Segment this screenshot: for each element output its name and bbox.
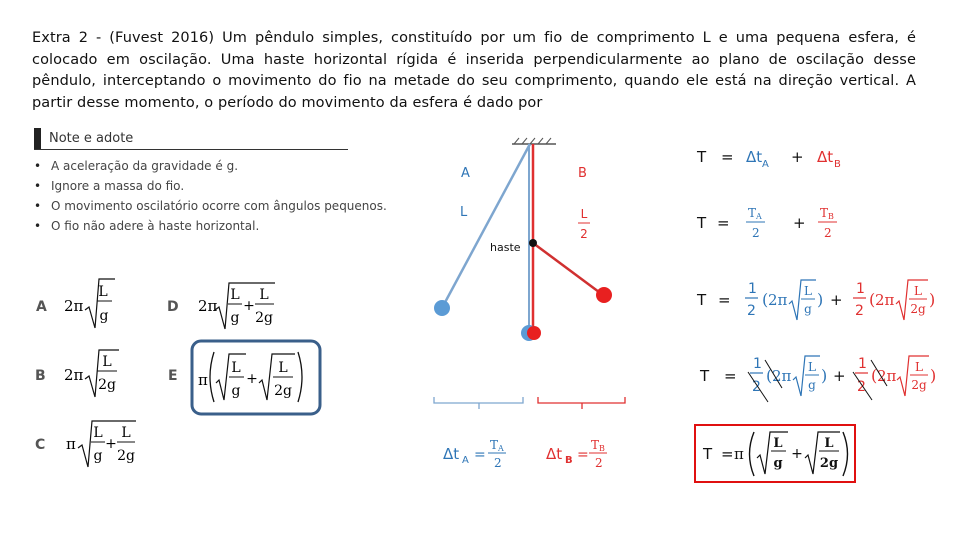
sol4-coef-a: 2π <box>772 367 792 385</box>
option-e-den2: 2g <box>274 383 292 399</box>
option-e-letter: E <box>168 368 178 384</box>
delta-t-a-eq: = <box>474 447 486 463</box>
option-d-plus: + <box>243 298 255 314</box>
sol4-half-num-b: 1 <box>858 356 867 372</box>
delta-t-a-den: 2 <box>494 456 502 470</box>
option-b-letter: B <box>35 368 46 384</box>
option-d-num1: L <box>230 287 240 303</box>
sol3-close-b: ) <box>929 290 936 309</box>
delta-t-a-sub: A <box>462 455 469 466</box>
option-b-num: L <box>102 354 112 370</box>
option-c-num1: L <box>93 425 103 441</box>
sol1-t: T <box>697 148 707 166</box>
sol3-den-a: g <box>804 302 812 316</box>
option-d-coef: 2π <box>198 297 218 315</box>
sol4-open-b: ( <box>871 366 878 385</box>
option-d-num2: L <box>259 287 269 303</box>
sol3-num-b: L <box>914 284 922 298</box>
sol3-t: T <box>697 291 707 309</box>
sol1-dta: Δt <box>746 148 763 166</box>
sol4-open-a: ( <box>766 366 773 385</box>
option-a-letter: A <box>36 299 47 315</box>
note-title: Note e adote <box>49 131 134 146</box>
option-a-den: g <box>99 308 109 324</box>
sol2-t: T <box>697 214 707 232</box>
sol3-num-a: L <box>804 284 812 298</box>
option-c-num2: L <box>121 425 131 441</box>
final-coef: π <box>734 445 744 463</box>
solution-line-3 <box>696 280 935 320</box>
option-a-coef: 2π <box>64 297 84 315</box>
option-e-num2: L <box>278 360 288 376</box>
option-c-den1: g <box>93 448 103 464</box>
final-paren-right <box>843 432 848 476</box>
sol4-t: T <box>700 367 710 385</box>
sol4-plus: + <box>833 367 846 385</box>
note-item: • Ignore a massa do fio. <box>34 177 387 197</box>
sol2-ta: T <box>748 206 757 220</box>
final-answer-box <box>695 425 855 482</box>
sol2-eq: = <box>717 214 730 232</box>
sol4-coef-b: 2π <box>877 367 897 385</box>
sol3-coef-b: 2π <box>875 291 895 309</box>
sol4-eq: = <box>724 367 737 385</box>
cancel-mark-1 <box>748 372 768 402</box>
label-a: A <box>461 166 470 181</box>
delta-t-a-num: T <box>490 438 499 452</box>
sol1-plus: + <box>791 148 804 166</box>
sol4-den-a: g <box>808 378 816 392</box>
sol2-tb: T <box>820 206 829 220</box>
sol4-half-den-b: 2 <box>857 379 866 395</box>
sol1-dta-sub: A <box>762 159 769 170</box>
rod-label: haste <box>490 241 521 254</box>
delta-t-b-num-sub: B <box>599 444 605 453</box>
final-num1: L <box>773 436 783 451</box>
final-eq: = <box>721 445 734 463</box>
delta-t-a-lhs: Δt <box>443 445 460 463</box>
sol4-num-a: L <box>808 360 816 374</box>
sol4-num-b: L <box>915 360 923 374</box>
sol4-close-b: ) <box>930 366 937 385</box>
final-t: T <box>703 445 713 463</box>
sol3-den-b: 2g <box>910 302 926 316</box>
final-plus: + <box>791 446 803 462</box>
option-d-den2: 2g <box>255 310 273 326</box>
delta-t-b-num: T <box>591 438 600 452</box>
option-e-plus: + <box>246 371 258 387</box>
label-b: B <box>578 166 587 181</box>
option-e-num1: L <box>231 360 241 376</box>
delta-t-b-lhs: Δt <box>546 445 563 463</box>
delta-t-b-den: 2 <box>595 456 603 470</box>
option-e-coef: π <box>198 371 208 389</box>
option-b-den: 2g <box>98 377 116 393</box>
sol1-dtb: Δt <box>817 148 834 166</box>
final-den2: 2g <box>819 456 839 471</box>
option-c-coef: π <box>66 435 76 453</box>
note-item: • O fio não adere à haste horizontal. <box>34 217 387 237</box>
sol3-open-a: ( <box>762 290 769 309</box>
solution-line-2 <box>696 206 837 240</box>
sol3-half-num-a: 1 <box>748 281 757 297</box>
sol4-close-a: ) <box>821 366 828 385</box>
option-d-letter: D <box>167 299 179 315</box>
option-e-den1: g <box>231 383 241 399</box>
final-answer <box>695 425 855 482</box>
option-a-num: L <box>98 284 108 300</box>
solution-line-1 <box>696 148 841 170</box>
final-num2: L <box>824 436 834 451</box>
option-c-plus: + <box>105 436 117 452</box>
option-c-den2: 2g <box>117 448 135 464</box>
sol3-half-num-b: 1 <box>856 281 865 297</box>
sol3-eq: = <box>718 291 731 309</box>
question-statement: Extra 2 - (Fuvest 2016) Um pêndulo simples, constituído por um fio de comprimento L e uma pequena esfera, é colocado em oscilação. Uma haste horizontal rígida é inserida perpendicularmente ao plano de oscilação desse pêndulo, interceptando o movimento do fio na metade do seu comprimento, quando ele está na direção vertical. A partir desse momento, o período do movimento da esfera é dado por <box>32 30 916 111</box>
sol3-half-den-a: 2 <box>747 303 756 319</box>
sol4-half-num-a: 1 <box>753 356 762 372</box>
option-d-den1: g <box>230 310 240 326</box>
label-half-length-den: 2 <box>580 227 588 241</box>
label-length: L <box>460 205 468 220</box>
note-item: • O movimento oscilatório ocorre com ângulos pequenos. <box>34 197 387 217</box>
delta-t-b-sub: B <box>565 455 573 466</box>
sol3-close-a: ) <box>817 290 824 309</box>
solution-line-4 <box>699 356 936 402</box>
label-half-length-num: L <box>580 207 588 221</box>
sol1-eq: = <box>721 148 734 166</box>
sol2-tb-sub: B <box>828 212 834 221</box>
sol4-den-b: 2g <box>911 378 927 392</box>
note-item: • A aceleração da gravidade é g. <box>34 157 387 177</box>
sol4-half-den-a: 2 <box>752 379 761 395</box>
delta-t-b-eq: = <box>577 447 589 463</box>
sol2-ta-den: 2 <box>752 226 760 240</box>
sol1-dtb-sub: B <box>834 159 841 170</box>
final-den1: g <box>773 456 783 471</box>
cancel-mark-3 <box>853 372 872 400</box>
option-b-coef: 2π <box>64 366 84 384</box>
final-paren-left <box>750 432 755 476</box>
sol3-plus: + <box>830 291 843 309</box>
option-c-letter: C <box>35 437 46 453</box>
sol3-half-den-b: 2 <box>855 303 864 319</box>
sol2-tb-den: 2 <box>824 226 832 240</box>
sol3-open-b: ( <box>869 290 876 309</box>
delta-t-a-num-sub: A <box>498 444 504 453</box>
sol2-ta-sub: A <box>756 212 762 221</box>
sol2-plus: + <box>793 214 806 232</box>
sol3-coef-a: 2π <box>768 291 788 309</box>
